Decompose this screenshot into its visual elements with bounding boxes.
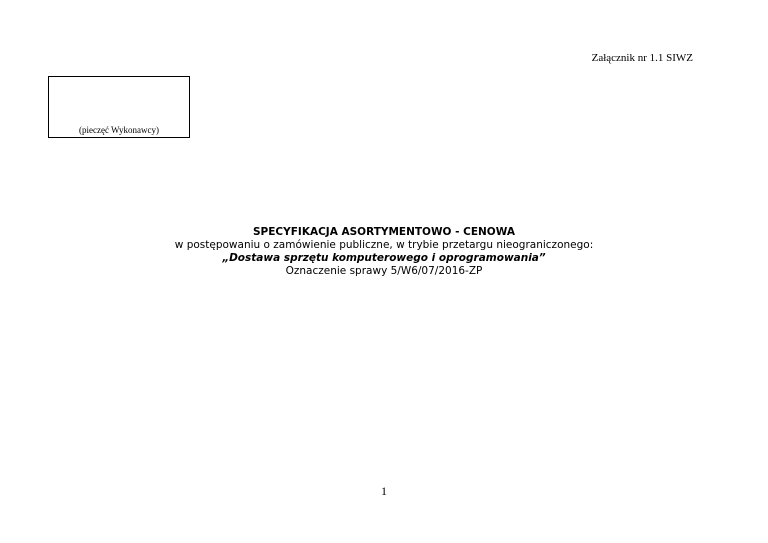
procedure-description: w postępowaniu o zamówienie publiczne, w trybie przetargu nieograniczonego: <box>174 239 594 251</box>
procurement-subject: „Dostawa sprzętu komputerowego i oprogramowania” <box>222 252 546 264</box>
document-heading <box>0 226 768 278</box>
document-title: SPECYFIKACJA ASORTYMENTOWO - CENOWA <box>253 226 515 238</box>
contractor-stamp-box <box>48 76 190 138</box>
case-number: Oznaczenie sprawy 5/W6/07/2016-ZP <box>285 265 483 277</box>
stamp-caption: (pieczęć Wykonawcy) <box>79 125 159 135</box>
page-number: 1 <box>381 484 387 498</box>
attachment-label: Załącznik nr 1.1 SIWZ <box>591 52 693 64</box>
